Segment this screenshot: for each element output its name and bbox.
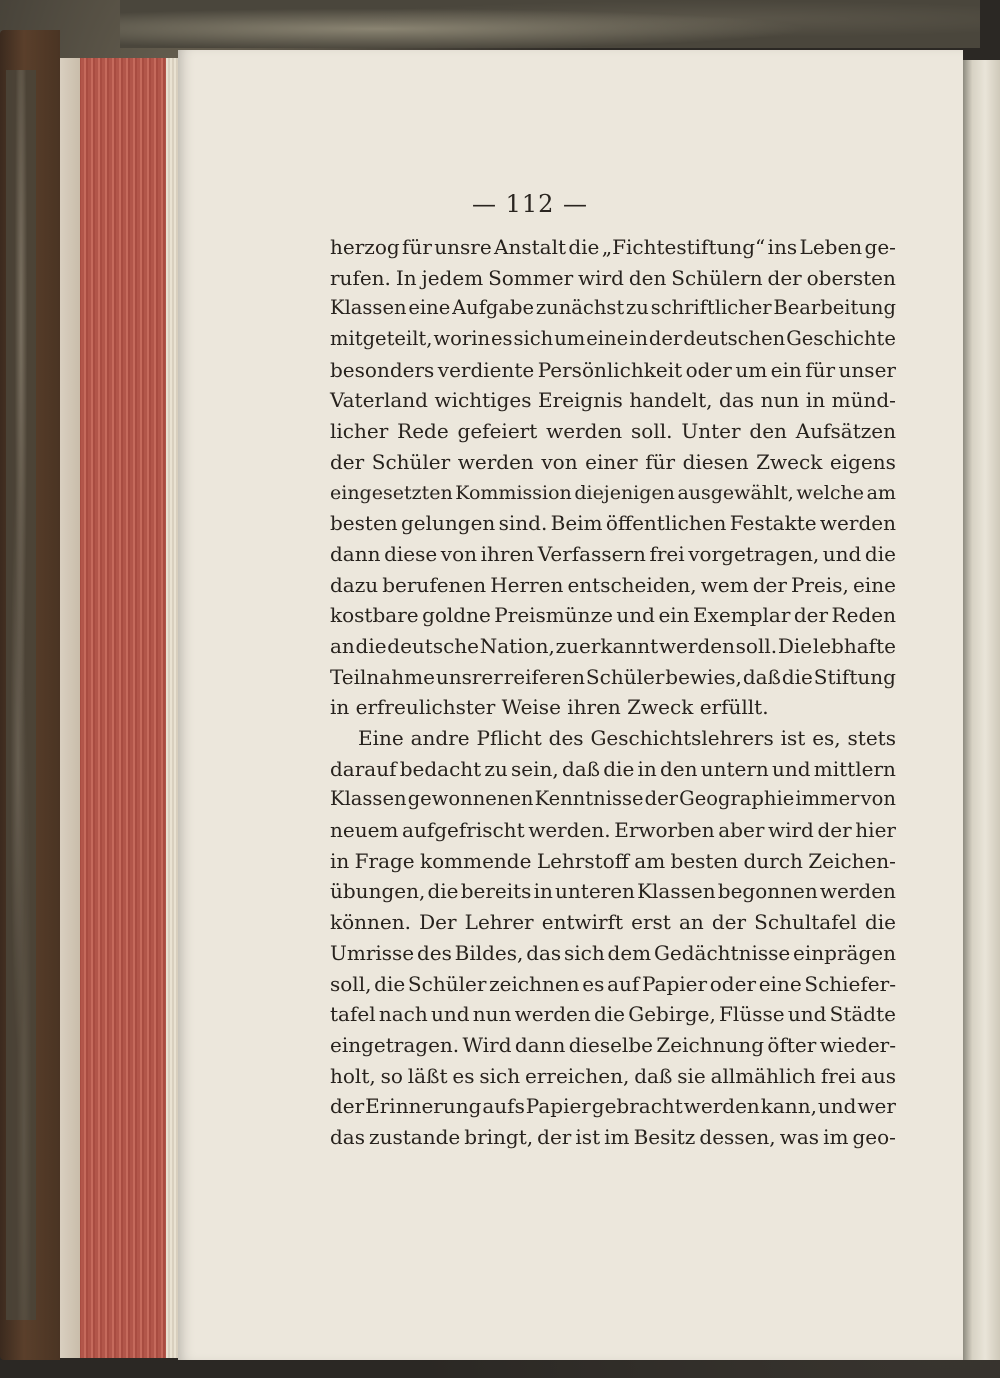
- word: für: [402, 235, 432, 259]
- page-number: — 112 —: [471, 190, 589, 218]
- word: andre: [410, 726, 470, 750]
- word: nun: [472, 1002, 512, 1027]
- word: die: [781, 664, 813, 689]
- word: es: [490, 327, 513, 351]
- word: Teilnahme: [330, 664, 435, 689]
- word: nun: [760, 388, 800, 413]
- word: Preismünze: [494, 603, 613, 628]
- word: Der: [419, 910, 457, 935]
- word: die: [374, 971, 406, 996]
- word: den: [628, 265, 667, 290]
- word: Sommer: [488, 265, 574, 290]
- word: unteren: [555, 879, 635, 904]
- book-cover-left: [0, 30, 60, 1360]
- word: Rede: [397, 419, 449, 444]
- word: dieselbe: [568, 1032, 653, 1057]
- word: bereits: [460, 879, 532, 904]
- word: und: [817, 1094, 857, 1119]
- word: Gedächtnisse: [653, 940, 791, 965]
- word: Herren: [490, 572, 564, 597]
- word: werden: [658, 633, 735, 658]
- word: daß: [742, 664, 781, 689]
- word: Papier: [641, 971, 708, 996]
- word: eingesetzten: [330, 481, 453, 504]
- word: besonders: [330, 357, 435, 382]
- word: Festakte: [729, 511, 817, 536]
- word: um: [735, 357, 768, 382]
- word: Eine: [358, 726, 404, 750]
- word: werden: [819, 511, 896, 536]
- word: kostbare: [330, 603, 419, 628]
- word: daß: [561, 756, 601, 781]
- word: sie: [677, 1063, 706, 1088]
- word: Zeichen-: [808, 848, 896, 873]
- line-text: in erfreulichster Weise ihren Zweck erfüllt.: [330, 695, 769, 720]
- word: öfter: [767, 1032, 817, 1057]
- word: Flüsse: [719, 1002, 785, 1027]
- word: sich: [513, 327, 554, 351]
- marbled-board-top: [120, 0, 980, 48]
- word: und: [787, 1002, 827, 1027]
- word: ist: [780, 726, 806, 750]
- word: den: [659, 756, 698, 781]
- word: erreichen,: [524, 1063, 630, 1088]
- word: tafel: [330, 1002, 376, 1027]
- word: Beim: [550, 511, 603, 536]
- word: sein,: [511, 756, 559, 781]
- word: für: [805, 357, 836, 382]
- word: ausgewählt,: [677, 481, 794, 504]
- word: allmählich: [710, 1063, 816, 1088]
- word: dann: [330, 541, 381, 566]
- word: Bildes,: [454, 940, 524, 965]
- word: Städte: [829, 1002, 896, 1027]
- word: gefeiert: [457, 419, 538, 444]
- word: kommende: [420, 848, 532, 873]
- word: wird: [767, 818, 814, 843]
- word: Klassen: [330, 296, 407, 320]
- word: die: [568, 235, 600, 259]
- word: können.: [330, 910, 411, 935]
- word: Wird: [462, 1032, 512, 1057]
- word: der: [537, 1124, 572, 1149]
- word: in: [637, 756, 657, 781]
- text-line: [330, 784, 896, 815]
- word: werden: [546, 419, 623, 444]
- word: die: [355, 633, 387, 658]
- word: und: [822, 541, 862, 566]
- word: Klassen: [330, 787, 407, 811]
- text-line: [330, 1061, 896, 1092]
- word: der: [817, 818, 852, 843]
- word: Die: [777, 633, 813, 658]
- word: aufgefrischt: [402, 818, 525, 843]
- word: vorgetragen,: [688, 541, 820, 566]
- word: Zeichnung: [656, 1032, 765, 1057]
- word: hier: [855, 818, 896, 843]
- word: nach: [378, 1002, 428, 1027]
- word: werden: [683, 1094, 760, 1119]
- text-line: [330, 938, 896, 969]
- word: Frage: [354, 848, 415, 873]
- word: welche: [796, 481, 865, 504]
- text-line: [330, 600, 896, 631]
- word: in: [533, 879, 553, 904]
- word: entscheiden,: [567, 572, 697, 597]
- word: „Fichtestiftung“: [601, 235, 766, 259]
- word: dem: [607, 940, 652, 965]
- word: so: [380, 1063, 403, 1088]
- word: Kenntnisse: [534, 787, 644, 811]
- word: und: [616, 603, 655, 628]
- text-line: [330, 1030, 896, 1061]
- word: entwirft: [541, 910, 624, 935]
- word: neuem: [330, 818, 399, 843]
- word: der: [711, 910, 747, 935]
- word: des: [416, 940, 452, 965]
- text-line: [330, 1122, 896, 1153]
- text-line: [330, 907, 896, 938]
- word: untern: [700, 756, 769, 781]
- word: für: [645, 449, 676, 474]
- word: frei: [649, 541, 685, 566]
- text-line: [330, 416, 896, 447]
- word: Stiftung: [813, 664, 896, 689]
- text-line: [330, 508, 896, 539]
- word: der: [330, 1094, 365, 1119]
- text-line: [330, 447, 896, 478]
- word: Schultafel: [754, 910, 857, 935]
- word: sich: [563, 940, 605, 965]
- word: erst: [631, 910, 671, 935]
- word: worin: [433, 327, 491, 351]
- word: Klassen: [637, 879, 716, 904]
- text-line: [330, 754, 896, 785]
- word: holt,: [330, 1063, 376, 1088]
- word: Verfassern: [537, 541, 646, 566]
- word: des: [548, 726, 584, 750]
- word: Schülern: [671, 265, 763, 290]
- text-line: [330, 263, 896, 294]
- facing-page-edge: [963, 60, 1000, 1360]
- text-line: [330, 324, 896, 355]
- word: jedem: [421, 265, 484, 290]
- word: ist: [575, 1124, 601, 1149]
- word: in: [805, 388, 826, 413]
- text-line: [330, 876, 896, 907]
- word: Lehrer: [464, 910, 534, 935]
- word: die: [864, 541, 896, 566]
- word: auf: [607, 971, 640, 996]
- word: werden: [457, 449, 534, 474]
- word: herzog: [330, 235, 400, 259]
- word: und: [430, 1002, 470, 1027]
- word: Lehrstoff: [536, 848, 629, 873]
- word: Schüler: [371, 449, 451, 474]
- word: frei: [820, 1063, 857, 1088]
- word: es: [452, 1063, 475, 1088]
- word: zu: [484, 756, 508, 781]
- text-line: [330, 999, 896, 1030]
- text-line: [330, 385, 896, 416]
- word: werden: [819, 879, 896, 904]
- word: Geschichte: [786, 327, 896, 351]
- word: darauf: [330, 756, 397, 781]
- word: obersten: [806, 265, 896, 290]
- word: gelungen: [400, 511, 496, 536]
- word: Aufsätzen: [795, 419, 896, 444]
- word: Geographie: [679, 787, 795, 811]
- word: werden.: [528, 818, 611, 843]
- word: goldne: [422, 603, 491, 628]
- word: der: [330, 449, 365, 474]
- word: Vaterland: [330, 388, 428, 413]
- word: besten: [670, 848, 739, 873]
- text-line: [330, 355, 896, 386]
- word: Umrisse: [330, 940, 415, 965]
- text-line: [330, 232, 896, 263]
- word: werden: [514, 1002, 591, 1027]
- word: ins: [767, 235, 798, 259]
- word: schriftlicher: [650, 296, 772, 320]
- text-line: [330, 570, 896, 601]
- word: Schüler: [407, 971, 487, 996]
- word: die: [603, 756, 635, 781]
- word: der: [752, 572, 787, 597]
- word: wichtiges: [434, 388, 532, 413]
- word: wem: [700, 572, 749, 597]
- word: begonnen: [717, 879, 818, 904]
- word: Papier: [525, 1094, 591, 1119]
- word: aus: [860, 1063, 896, 1088]
- word: rufen.: [330, 265, 391, 290]
- word: verdiente: [437, 357, 535, 382]
- word: Gebirge,: [628, 1002, 716, 1027]
- word: zuerkannt: [555, 633, 659, 658]
- word: deutschen: [683, 327, 786, 351]
- word: bringt,: [464, 1124, 534, 1149]
- word: im: [604, 1124, 630, 1149]
- word: immer: [795, 787, 860, 811]
- word: Besitz: [633, 1124, 696, 1149]
- word: zustande: [369, 1124, 461, 1149]
- word: aufs: [482, 1094, 525, 1119]
- word: zu: [626, 296, 649, 320]
- word: Persönlichkeit: [537, 357, 683, 382]
- word: soll.: [735, 633, 778, 658]
- word: sind.: [498, 511, 548, 536]
- word: soll.: [631, 419, 673, 444]
- word: Kommission: [455, 481, 572, 504]
- word: eine: [852, 572, 896, 597]
- body-text: [330, 232, 896, 1153]
- word: ein: [658, 603, 690, 628]
- word: eigens: [829, 449, 896, 474]
- word: die: [427, 879, 459, 904]
- word: mittlern: [813, 756, 896, 781]
- word: licher: [330, 419, 389, 444]
- word: münd-: [831, 388, 896, 413]
- word: im: [823, 1124, 849, 1149]
- word: der: [648, 327, 683, 351]
- word: ein: [770, 357, 802, 382]
- word: ihren: [480, 541, 535, 566]
- word: von: [860, 787, 896, 811]
- word: stets: [847, 726, 896, 750]
- word: der: [644, 787, 678, 811]
- word: das: [526, 940, 562, 965]
- word: kann,: [760, 1094, 817, 1119]
- word: Anstalt: [494, 235, 566, 259]
- word: diesen: [682, 449, 749, 474]
- word: geo-: [852, 1124, 896, 1149]
- word: wieder-: [819, 1032, 896, 1057]
- word: daß: [634, 1063, 673, 1088]
- word: bewies,: [665, 664, 742, 689]
- word: von: [541, 449, 578, 474]
- word: oder: [685, 357, 732, 382]
- word: mitgeteilt,: [330, 327, 433, 351]
- word: dann: [514, 1032, 566, 1057]
- word: Reden: [831, 603, 896, 628]
- text-line: [330, 692, 896, 723]
- word: Zweck: [756, 449, 823, 474]
- word: eine: [758, 971, 802, 996]
- word: am: [634, 848, 666, 873]
- word: Ereignis: [538, 388, 623, 413]
- word: deutsche: [387, 633, 480, 658]
- word: unser: [838, 357, 896, 382]
- word: ge-: [864, 235, 896, 259]
- word: einprägen: [793, 940, 896, 965]
- word: unsre: [434, 235, 492, 259]
- word: diejenigen: [574, 481, 675, 504]
- word: Schiefer-: [804, 971, 896, 996]
- word: und: [772, 756, 811, 781]
- word: die: [593, 1002, 625, 1027]
- word: lebhafte: [812, 633, 896, 658]
- word: was: [779, 1124, 820, 1149]
- word: aber: [718, 818, 765, 843]
- word: reiferen: [503, 664, 586, 689]
- word: an: [330, 633, 355, 658]
- text-line: [330, 293, 896, 324]
- word: Erworben: [614, 818, 715, 843]
- word: unsrer: [435, 664, 503, 689]
- word: Pflicht: [476, 726, 542, 750]
- text-line: [330, 539, 896, 570]
- text-line: [330, 723, 896, 754]
- text-line: [330, 969, 896, 1000]
- word: zunächst: [535, 296, 625, 320]
- word: diese: [384, 541, 438, 566]
- word: Aufgabe: [452, 296, 535, 320]
- word: in: [330, 848, 350, 873]
- word: Schüler: [585, 664, 665, 689]
- word: gebracht: [591, 1094, 683, 1119]
- word: einer: [585, 449, 638, 474]
- word: der: [793, 603, 829, 628]
- word: Geschichtslehrers: [590, 726, 774, 750]
- word: das: [719, 388, 755, 413]
- word: Leben: [799, 235, 863, 259]
- word: öffentlichen: [605, 511, 727, 536]
- word: In: [395, 265, 417, 290]
- word: das: [330, 1124, 365, 1149]
- word: Erinnerung: [365, 1094, 482, 1119]
- word: sich: [479, 1063, 521, 1088]
- word: Unter: [681, 419, 741, 444]
- word: am: [866, 481, 896, 504]
- word: um: [554, 327, 586, 351]
- text-line: [330, 846, 896, 877]
- text-line: [330, 662, 896, 693]
- word: übungen,: [330, 879, 426, 904]
- word: gewonnenen: [407, 787, 534, 811]
- word: handelt,: [629, 388, 713, 413]
- text-line: [330, 478, 896, 509]
- word: oder: [709, 971, 757, 996]
- text-line: [330, 815, 896, 846]
- word: Nation,: [479, 633, 555, 658]
- word: der: [767, 265, 802, 290]
- word: berufenen: [382, 572, 487, 597]
- page-block-edges: [60, 58, 180, 1358]
- word: dessen,: [699, 1124, 776, 1149]
- word: eine: [408, 296, 451, 320]
- word: Exemplar: [693, 603, 791, 628]
- word: an: [678, 910, 704, 935]
- word: Preis,: [791, 572, 849, 597]
- word: durch: [743, 848, 803, 873]
- word: zeichnen: [489, 971, 580, 996]
- word: wer: [857, 1094, 896, 1119]
- word: bedacht: [399, 756, 482, 781]
- word: wird: [578, 265, 624, 290]
- word: von: [440, 541, 478, 566]
- word: Bearbeitung: [773, 296, 896, 320]
- word: dazu: [330, 572, 379, 597]
- word: die: [864, 910, 896, 935]
- word: den: [749, 419, 787, 444]
- word: es,: [812, 726, 841, 750]
- word: es: [582, 971, 605, 996]
- word: eine: [586, 327, 629, 351]
- word: besten: [330, 511, 398, 536]
- word: läßt: [407, 1063, 448, 1088]
- word: eingetragen.: [330, 1032, 460, 1057]
- word: in: [629, 327, 648, 351]
- text-line: [330, 631, 896, 662]
- word: soll,: [330, 971, 372, 996]
- text-line: [330, 1091, 896, 1122]
